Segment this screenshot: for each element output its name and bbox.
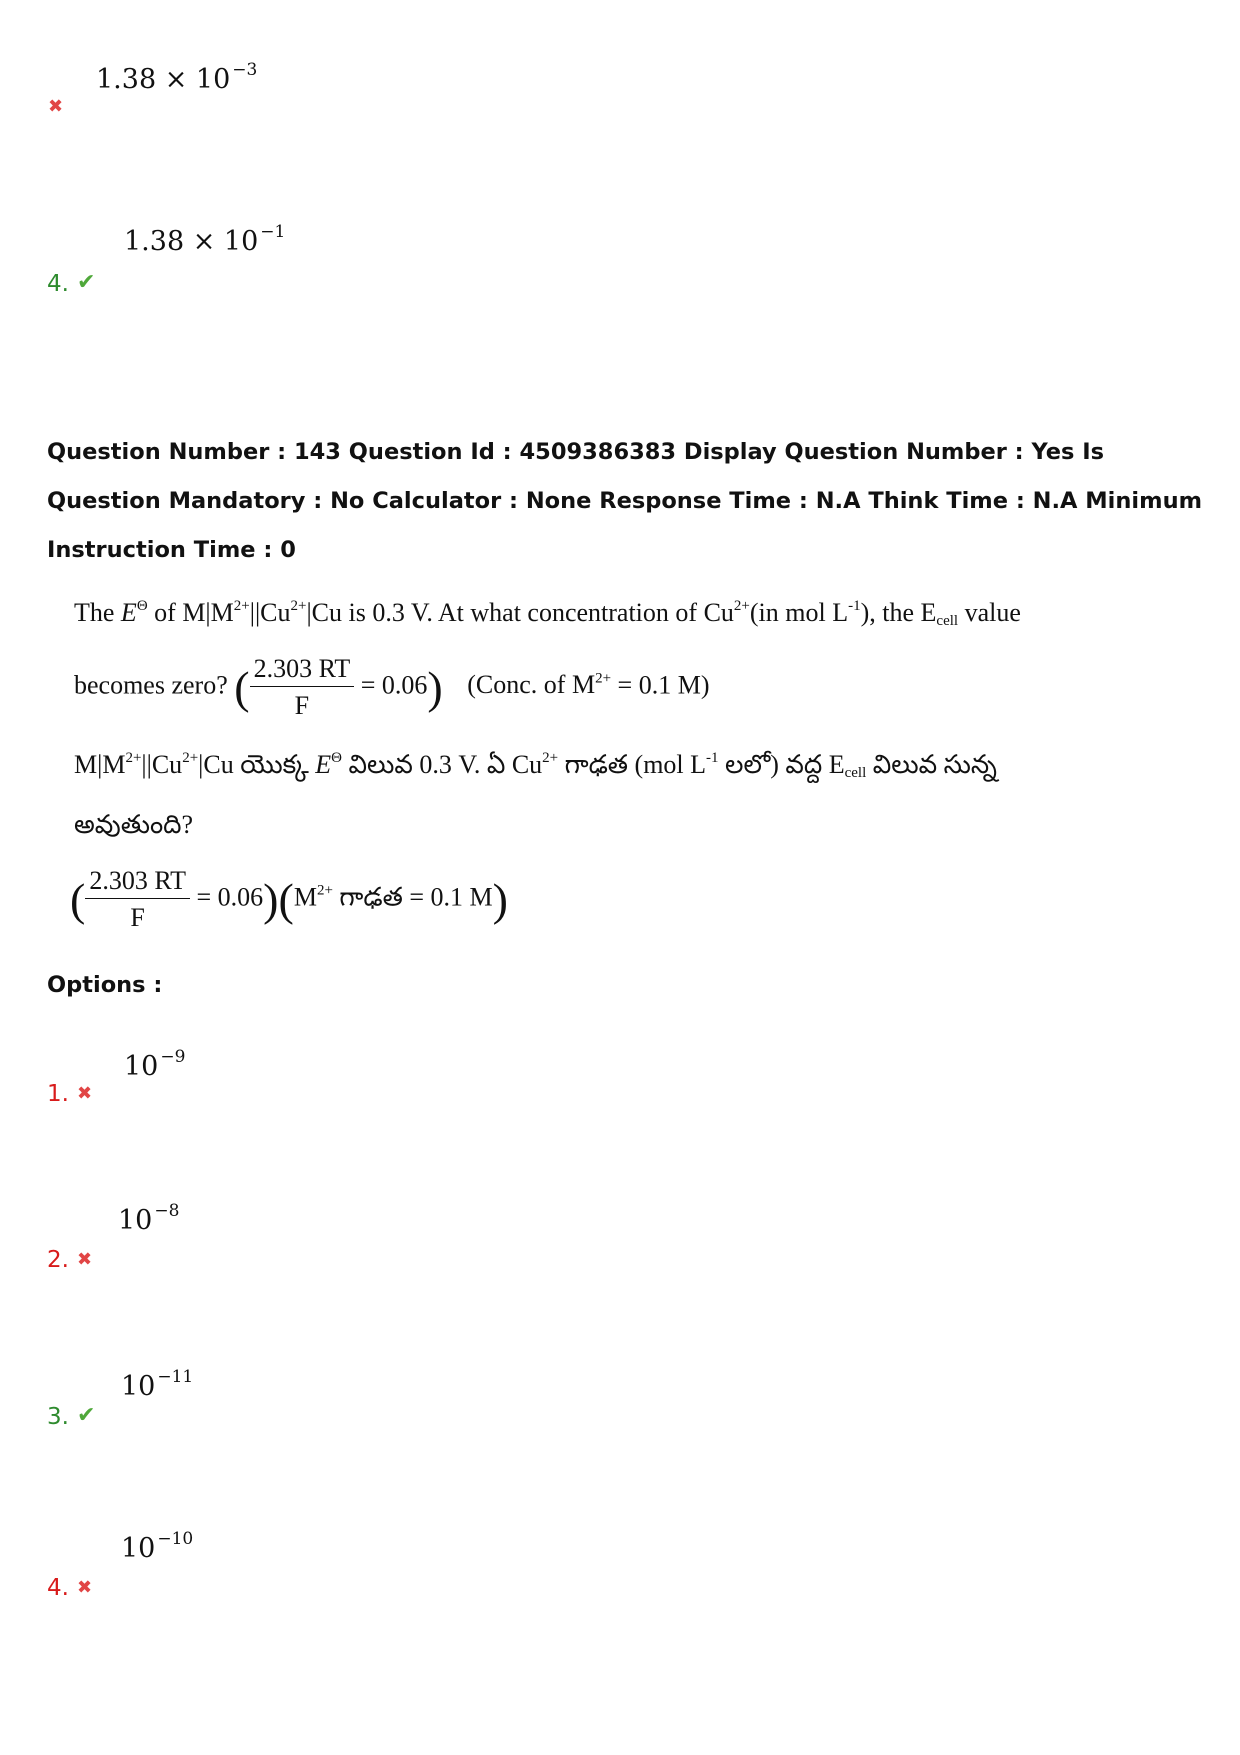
option-3-value: 10 $^{-11}$ — [121, 1367, 194, 1402]
question-english-line-2: becomes zero? ( $\frac{2.303 RT}{F}$ = 0.06) (Conc. of $M^{2+} = 0.1$ M) — [74, 654, 710, 720]
option-3-marker: 3. ✔ — [47, 1403, 96, 1430]
prev-option-4-value: 1.38 × 10 $^{-1}$ — [124, 222, 286, 257]
option-2-marker: 2. ✖ — [47, 1247, 93, 1273]
option-2-value: 10 $^{-8}$ — [118, 1201, 180, 1236]
prev-option-4-marker: 4. ✔ — [47, 270, 96, 297]
option-4-marker: 4. ✖ — [47, 1575, 93, 1601]
cross-icon: ✖ — [76, 1577, 93, 1598]
option-4-value: 10 $^{-10}$ — [121, 1529, 194, 1564]
question-telugu-line-2: అవుతుంది? — [74, 810, 194, 839]
rt-f-fraction: $\frac{2.303 RT}{F}$ — [250, 654, 355, 721]
question-telugu-line-3: ( $\frac{2.303 RT}{F}$ = $0.06)(M^{2+}$ గాఢత = 0.1 M) — [70, 866, 508, 932]
cross-icon: ✖ — [76, 1083, 93, 1104]
question-telugu-line-1: $M|M^{2+}||Cu^{2+}|Cu$ యొక్క $E^\Theta$ విలువ 0.3 V. ఏ $Cu^{2+}$ గాఢత (mol $L^{-1}$ లలో) వద్ద $E_{cell}$ విలువ సున్న — [74, 750, 997, 781]
question-metadata: Question Number : 143 Question Id : 4509386383 Display Question Number : Yes Is Question Mandatory : No Calculator : None Response Time : N.A Think Time : N.A Minimum Instruction Time : 0 — [47, 439, 1203, 563]
cross-icon: ✖ — [76, 1249, 93, 1270]
check-icon: ✔ — [76, 1403, 96, 1428]
cross-icon: ✖ — [48, 96, 64, 117]
rt-f-fraction-telugu: $\frac{2.303 RT}{F}$ — [85, 866, 190, 933]
prev-option-3-value: 1.38 × 10 $^{-3}$ — [96, 60, 258, 95]
question-english-line-1: The $E^\Theta$ of $M|M^{2+}||Cu^{2+}|Cu$ is 0.3 V. At what concentration of $Cu^{2+}(in$ mol $L^{-1}$), the $E_{cell}$ value — [74, 598, 1021, 629]
option-1-marker: 1. ✖ — [47, 1081, 93, 1107]
prev-option-3-marker — [48, 96, 63, 119]
options-label: Options : — [47, 972, 163, 998]
option-1-value: 10 $^{-9}$ — [124, 1047, 186, 1082]
check-icon: ✔ — [76, 270, 96, 295]
